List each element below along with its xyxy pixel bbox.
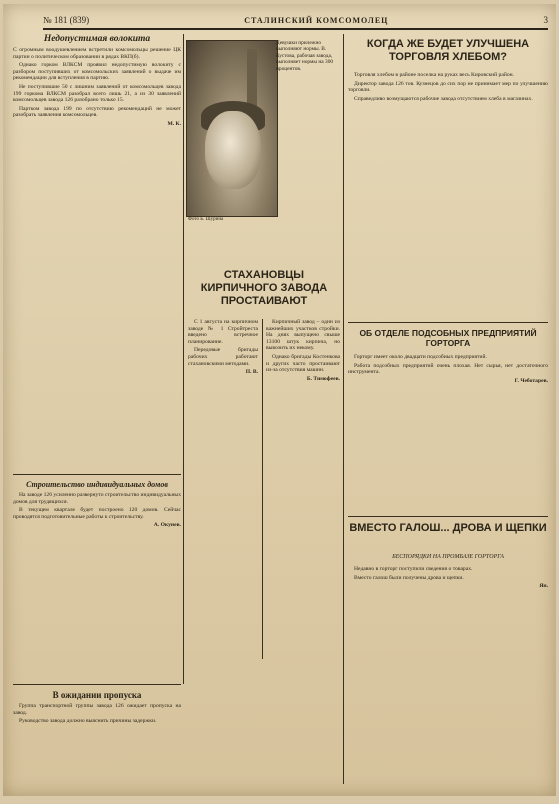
galoshi-signature: Ян.: [539, 583, 548, 590]
stakhanov-p4: Однако бригады Костенкова и других часто простаивают из-за отсутствия машин.: [266, 353, 340, 374]
headline-gortorg: [348, 328, 548, 348]
photo-caption-text: Девушки прилежно выполняют нормы. В. Кустова, рабочая завода, выполняет нормы на 300 процентов.: [276, 40, 334, 72]
issue-number: № 181 (839): [43, 15, 90, 25]
masthead: [43, 12, 548, 30]
houses-p2: В текущем квартале будет построено 120 домов. Сейчас проводятся подготовительные работы к строительству.: [13, 507, 181, 520]
propusk-p2: Руководство завода должно выяснить причины задержки.: [19, 718, 157, 725]
photo-credit: Фото Б. Шурина: [188, 217, 224, 222]
tower-shape: [247, 49, 257, 109]
wolokita-p1: Однако горком ВЛКСМ проявил недопустимую волокиту с разбором поступивших от комсомольских заявлений о выдаче им рекомендации для вступления в партию.: [13, 62, 181, 82]
bread-p2: Директор завода 126 тов. Кузнецов до сих пор не принимает мер по улучшению торговли.: [348, 80, 548, 94]
bread-p3: Справедливо возмущаются рабочие завода отсутствием хлеба в магазинах.: [354, 95, 533, 102]
article-stakhanov-col2: [266, 319, 340, 759]
stakhanov-signature-2: Б. Тимофеев.: [306, 375, 340, 382]
article-gortorg: [348, 354, 548, 514]
headline-stakhanov-text: СТАХАНОВЦЫ КИРПИЧНОГО ЗАВОДА ПРОСТАИВАЮТ: [200, 269, 328, 307]
page-number: 3: [543, 15, 548, 25]
wolokita-signature: М. К.: [167, 120, 181, 127]
galoshi-p2: Вместо галош были получены дрова и щепки.: [354, 574, 464, 581]
photo-caption: [276, 40, 336, 210]
galoshi-subtitle: БЕСПОРЯДКИ НА ПРОМБАЗЕ ГОРТОРГА: [392, 554, 504, 560]
paper-name: СТАЛИНСКИЙ КОМСОМОЛЕЦ: [244, 15, 389, 25]
headline-stakhanov: [188, 269, 340, 308]
portrait-photo: [186, 40, 278, 217]
wolokita-p3: Партком завода 199 по отсутствию рекомендаций не может разобрать заявления комсомольцев.: [13, 105, 181, 119]
article-galoshi: [348, 566, 548, 786]
article-propusk: [13, 690, 181, 790]
stakhanov-signature-1: П. В.: [245, 369, 258, 376]
headline-bread-text: КОГДА ЖЕ БУДЕТ УЛУЧШЕНА ТОРГОВЛЯ ХЛЕБОМ?: [366, 38, 530, 63]
headline-wolokita: Недопустимая волокита: [43, 34, 151, 44]
bread-p1: Торговля хлебом в районе поселка на руках весь Кировский район.: [354, 72, 515, 78]
houses-p1: На заводе 126 усиленно развернуто строительство индивидуальных домов для трудящихся.: [13, 492, 181, 505]
wolokita-lead: С огромным воодушевлением встретили комсомольцы решение ЦК партии о политическом образовании в рядах ВКП(б).: [13, 47, 181, 60]
headline-gortorg-text: ОБ ОТДЕЛЕ ПОДСОБНЫХ ПРЕДПРИЯТИЙ ГОРТОРГА: [359, 328, 537, 348]
headline-galoshi: [348, 522, 548, 535]
propusk-p1: Группа транспортной группы завода 126 ожидает пропуска на завод.: [13, 703, 181, 716]
article-bread: [348, 72, 548, 322]
stakhanov-p2: Кирпичный завод – один из важнейших участков стройки. На днях выпущено свыше 13100 штук кирпича, но вывозить их некому.: [266, 319, 340, 352]
headline-galoshi-text: ВМЕСТО ГАЛОШ... ДРОВА И ЩЕПКИ: [349, 522, 547, 534]
article-stakhanov-col1: [188, 319, 258, 659]
headline-houses: Строительство индивидуальных домов: [26, 480, 168, 489]
face-shape: [205, 111, 261, 189]
stakhanov-p3: Передовые бригады рабочих работают стахановскими методами.: [188, 347, 258, 367]
gortorg-p2: Работа подсобных предприятий очень плохая. Нет сырья, нет достаточного инструмента.: [348, 362, 548, 376]
gortorg-p1: Горторг имеет около двадцати подсобных предприятий.: [354, 354, 487, 360]
headline-bread: [348, 38, 548, 64]
galoshi-p1: Недавно в горторг поступили сведения о товарах.: [354, 566, 473, 572]
stakhanov-p1: С 1 августа на кирпичном заводе № 1 Стройтреста введено встречное планирование.: [188, 319, 258, 345]
article-houses: [13, 480, 181, 680]
houses-signature: А. Окунев.: [153, 522, 181, 529]
gortorg-signature: Г. Чеботарев.: [514, 377, 548, 384]
wolokita-p2: Не поступившие 50 с лишним заявлений от комсомольцев завода 199 горкома ВЛКСМ разобрал всего лишь 21, а из 30 заявлений комсомольцев завода 126 разобрано только 15.: [13, 83, 181, 104]
newspaper-page: [3, 4, 556, 796]
headline-propusk: В ожидании пропуска: [52, 690, 142, 700]
article-wolokita: [13, 34, 181, 471]
